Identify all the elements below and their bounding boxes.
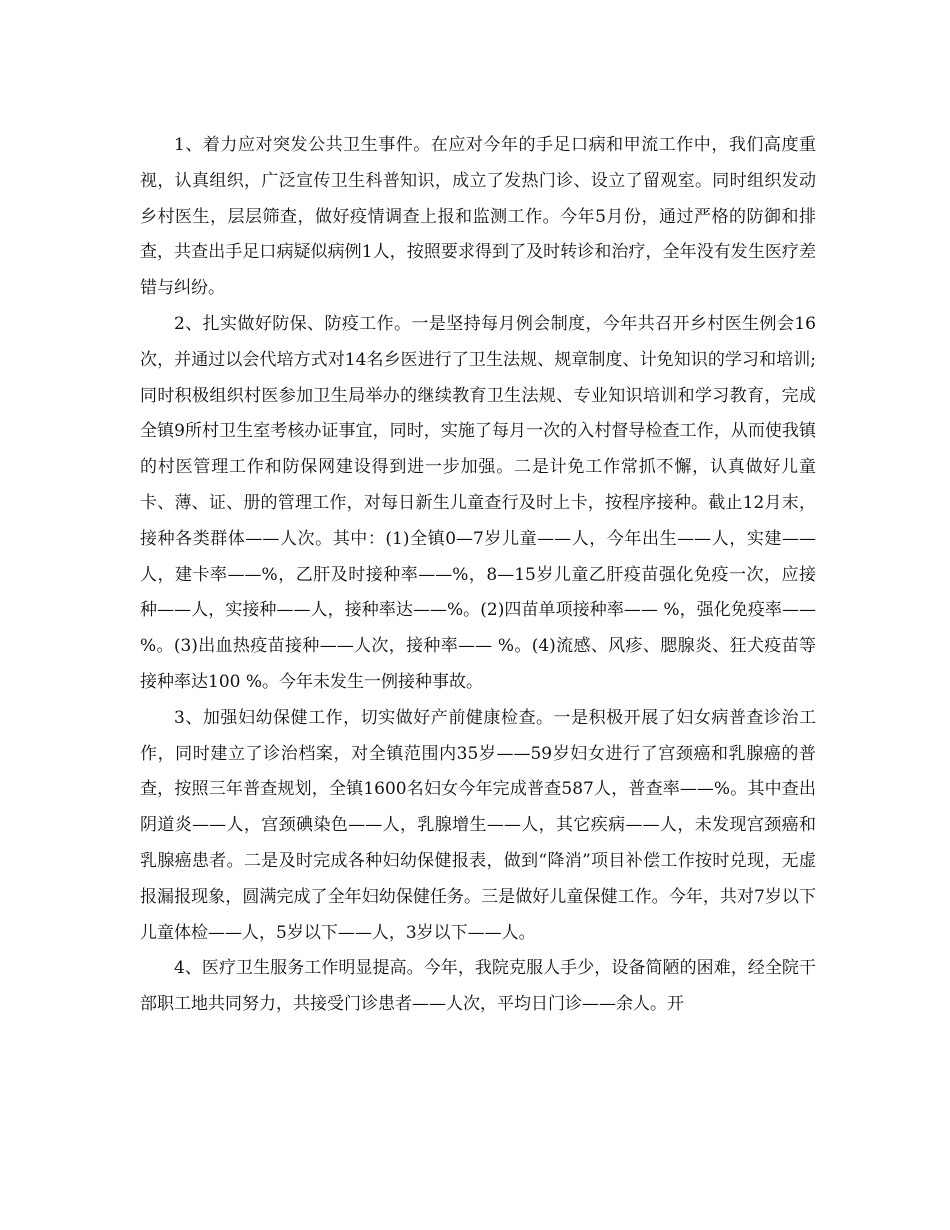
- paragraph-public-health-events: 1、着力应对突发公共卫生事件。在应对今年的手足口病和甲流工作中，我们高度重视，认真组织，广泛宣传卫生科普知识，成立了发热门诊、设立了留观室。同时组织发动乡村医生，层层筛查，做好疫情调查上报和监测工作。今年5月份，通过严格的防御和排查，共查出手足口病疑似病例1人，按照要求得到了及时转诊和治疗，全年没有发生医疗差错与纠纷。: [140, 135, 816, 299]
- paragraph-epidemic-prevention: 2、扎实做好防保、防疫工作。一是坚持每月例会制度，今年共召开乡村医生例会16次，并通过以会代培方式对14名乡医进行了卫生法规、规章制度、计免知识的学习和培训;同时积极组织村医参加卫生局举办的继续教育卫生法规、专业知识培训和学习教育，完成全镇9所村卫生室考核办证事宜，同时，实施了每月一次的入村督导检查工作，从而使我镇的村医管理工作和防保网建设得到进一步加强。二是计免工作常抓不懈，认真做好儿童卡、薄、证、册的管理工作，对每日新生儿童查行及时上卡，按程序接种。截止12月末，接种各类群体——人次。其中：(1)全镇0—7岁儿童——人，今年出生——人，实建——人，建卡率——%，乙肝及时接种率——%，8—15岁儿童乙肝疫苗强化免疫一次，应接种——人，实接种——人，接种率达——%。(2)四苗单项接种率—— %，强化免疫率——%。(3)出血热疫苗接种——人次，接种率—— %。(4)流感、风疹、腮腺炎、狂犬疫苗等接种率达100 %。今年未发生一例接种事故。: [140, 313, 816, 692]
- paragraph-medical-services: 4、医疗卫生服务工作明显提高。今年，我院克服人手少，设备简陋的困难，经全院干部职工地共同努力，共接受门诊患者——人次，平均日门诊——余人。开: [140, 958, 816, 1015]
- paragraph-maternal-child-health: 3、加强妇幼保健工作，切实做好产前健康检查。一是积极开展了妇女病普查诊治工作，同时建立了诊治档案，对全镇范围内35岁——59岁妇女进行了宫颈癌和乳腺癌的普查，按照三年普查规划，全镇1600名妇女今年完成普查587人，普查率——%。其中查出阴道炎——人，宫颈碘染色——人，乳腺增生——人，其它疾病——人，未发现宫颈癌和乳腺癌患者。二是及时完成各种妇幼保健报表，做到“降消”项目补偿工作按时兑现，无虚报漏报现象，圆满完成了全年妇幼保健任务。三是做好儿童保健工作。今年，共对7岁以下儿童体检——人，5岁以下——人，3岁以下——人。: [140, 707, 816, 943]
- document-body: [140, 128, 816, 1023]
